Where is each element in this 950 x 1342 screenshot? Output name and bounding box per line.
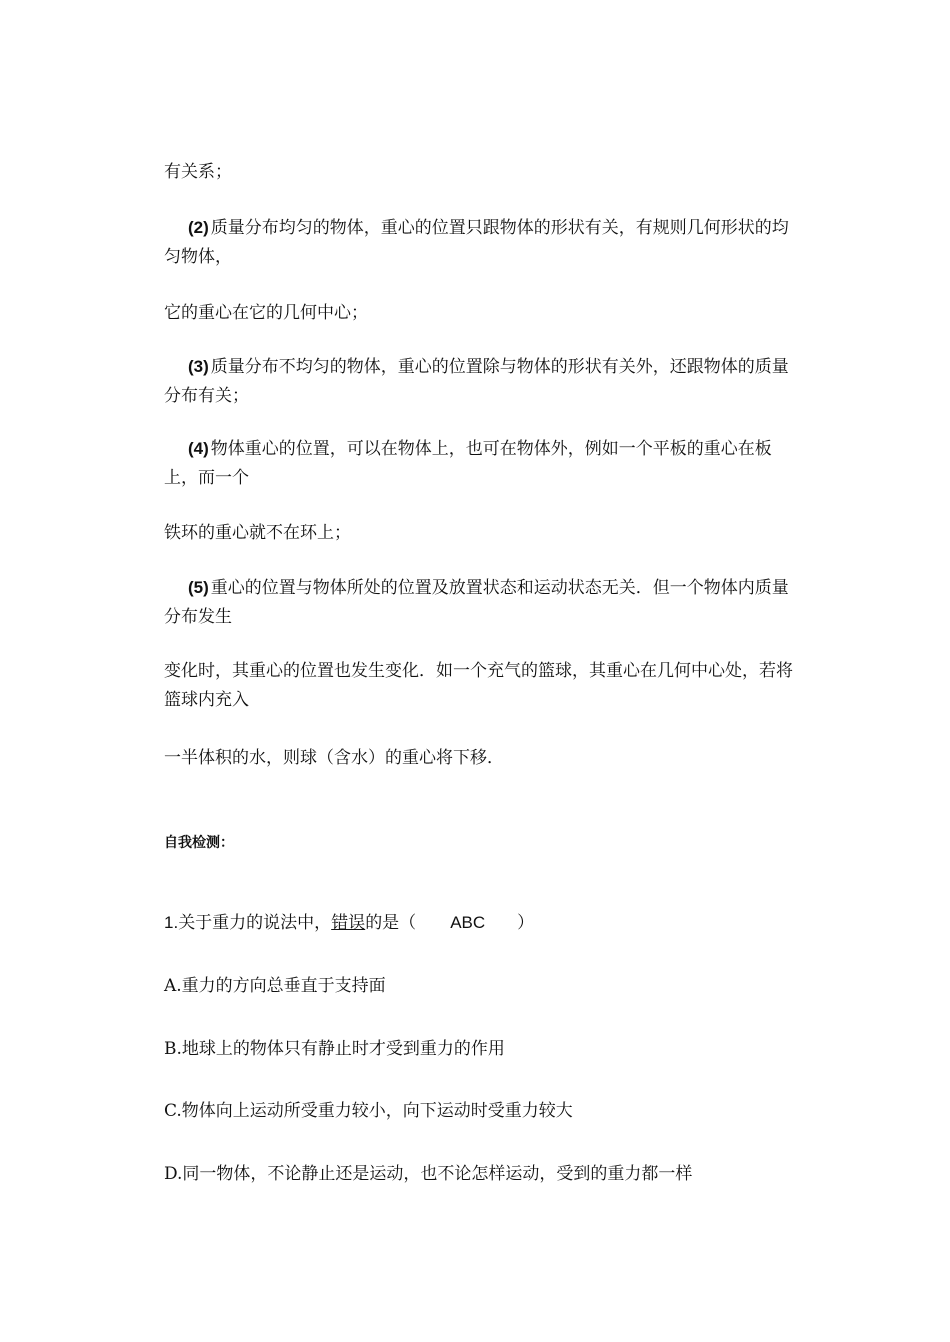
question-1-stem-before: 关于重力的说法中， [178, 913, 332, 933]
question-1-stem-underlined: 错误 [331, 913, 366, 933]
question-1-stem [164, 908, 794, 938]
question-1-stem-after: 的是（ [365, 913, 417, 933]
paragraph-5 [164, 573, 794, 632]
item-number-5: (5) [188, 578, 209, 597]
self-check-heading: 自我检测： [164, 834, 234, 850]
text-line-5: 铁环的重心就不在环上； [164, 523, 351, 543]
question-1-answer: ABC [450, 913, 486, 932]
question-1-number: 1. [164, 913, 179, 932]
text-line-3: 它的重心在它的几何中心； [164, 303, 368, 323]
paragraph-4 [164, 434, 794, 493]
paragraph-6: 变化时，其重心的位置也发生变化．如一个充气的篮球，其重心在几何中心处，若将篮球内充入 [164, 661, 793, 710]
question-1-option-b: B.地球上的物体只有静止时才受到重力的作用 [164, 1039, 505, 1059]
paragraph-2-text: 质量分布均匀的物体，重心的位置只跟物体的形状有关，有规则几何形状的均匀物体， [164, 218, 789, 267]
question-1-option-c: C.物体向上运动所受重力较小，向下运动时受重力较大 [164, 1101, 573, 1121]
question-1-option-a: A.重力的方向总垂直于支持面 [164, 976, 386, 996]
item-number-4: (4) [188, 439, 209, 458]
question-1-option-d: D.同一物体，不论静止还是运动，也不论怎样运动，受到的重力都一样 [164, 1164, 693, 1184]
paragraph-5-text: 重心的位置与物体所处的位置及放置状态和运动状态无关．但一个物体内质量分布发生 [164, 578, 789, 627]
item-number-2: (2) [188, 218, 209, 237]
text-line-7: 一半体积的水，则球（含水）的重心将下移． [164, 748, 504, 768]
paragraph-3 [164, 352, 794, 411]
item-number-3: (3) [188, 357, 209, 376]
paragraph-4-text: 物体重心的位置，可以在物体上，也可在物体外，例如一个平板的重心在板上，而一个 [164, 439, 772, 488]
paragraph-3-text: 质量分布不均匀的物体，重心的位置除与物体的形状有关外，还跟物体的质量分布有关； [164, 357, 789, 406]
question-1-close: ） [517, 913, 535, 933]
text-line-1: 有关系； [164, 162, 232, 182]
paragraph-2 [164, 213, 794, 272]
